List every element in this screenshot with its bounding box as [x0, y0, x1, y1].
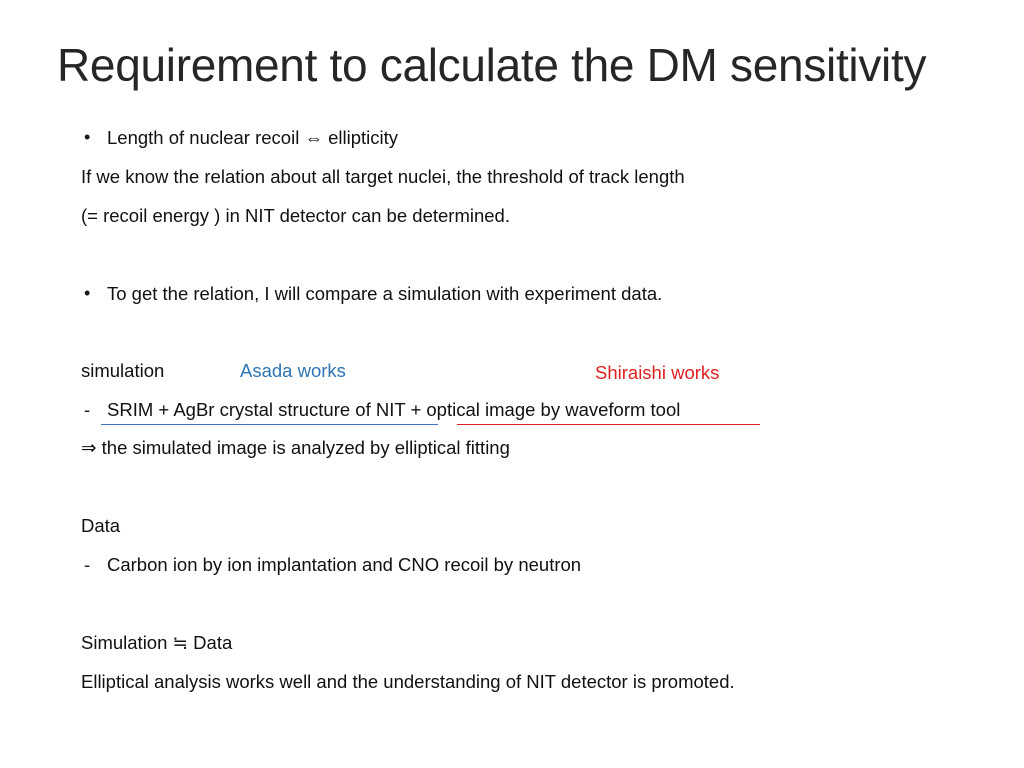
simulation-item: SRIM + AgBr crystal structure of NIT + optical image by waveform tool [107, 399, 681, 420]
paragraph-line: (= recoil energy ) in NIT detector can be determined. [81, 205, 510, 226]
simulation-result: ⇒ the simulated image is analyzed by elliptical fitting [81, 437, 510, 458]
slide-title: Requirement to calculate the DM sensitivity [57, 39, 927, 91]
list-dash: - [84, 554, 91, 575]
data-heading: Data [81, 515, 121, 536]
shiraishi-underline [457, 424, 760, 425]
bullet-text-length: Length of nuclear recoil ⇔ ellipticity [107, 127, 399, 148]
simulation-heading: simulation [81, 360, 165, 381]
shiraishi-works-annotation: Shiraishi works [595, 362, 720, 383]
data-item: Carbon ion by ion implantation and CNO recoil by neutron [107, 554, 582, 575]
asada-underline [101, 424, 438, 425]
conclusion-line: Elliptical analysis works well and the understanding of NIT detector is promoted. [81, 671, 735, 692]
comparison-line: Simulation ≒ Data [81, 632, 233, 653]
asada-works-annotation: Asada works [240, 360, 346, 381]
bullet-marker: • [84, 283, 91, 303]
bullet-marker: • [84, 127, 91, 147]
bullet-text-relation: To get the relation, I will compare a simulation with experiment data. [107, 283, 663, 304]
list-dash: - [84, 399, 91, 420]
paragraph-line: If we know the relation about all target nuclei, the threshold of track length [81, 166, 685, 187]
